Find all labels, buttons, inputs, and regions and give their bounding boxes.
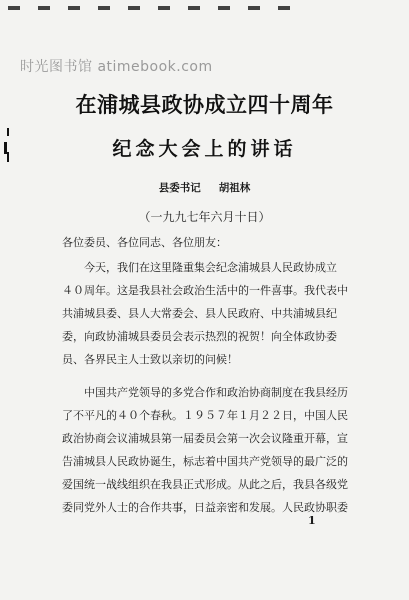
body-line: ４０周年。这是我县社会政治生活中的一件喜事。我代表中 <box>62 284 348 297</box>
watermark: 时光图书馆 atimebook.com <box>20 59 213 75</box>
body-line: 各位委员、各位同志、各位朋友： <box>62 236 227 249</box>
author-name: 胡祖林 <box>218 182 251 194</box>
title-line-1: 在浦城县政协成立四十周年 <box>75 93 334 117</box>
body-line: 员、各界民主人士致以亲切的问候！ <box>62 353 238 366</box>
body-line: 中国共产党领导的多党合作和政治协商制度在我县经历 <box>62 386 348 399</box>
speech-date: （一九九七年六月十日） <box>138 210 271 224</box>
body-line: 政治协商会议浦城县第一届委员会第一次会议隆重开幕，宣 <box>62 432 348 445</box>
body-line: 了不平凡的４０个春秋。１９５７年１月２２日，中国人民 <box>62 409 348 422</box>
body-line: 今天，我们在这里隆重集会纪念浦城县人民政协成立 <box>62 261 337 274</box>
body-line: 告浦城县人民政协诞生，标志着中国共产党领导的最广泛的 <box>62 455 348 468</box>
body-line: 委同党外人士的合作共事，日益亲密和发展。人民政协职委 <box>62 501 348 514</box>
page-number: 1 <box>308 514 316 527</box>
author-line <box>0 180 409 195</box>
author-role: 县委书记 <box>158 182 201 194</box>
title-line-2: 纪念大会上的讲话 <box>112 138 297 160</box>
body-line: 爱国统一战线组织在我县正式形成。从此之后，我县各级党 <box>62 478 348 491</box>
top-edge-dashes <box>8 6 308 10</box>
body-line: 共浦城县委、县人大常委会、县人民政府、中共浦城县纪 <box>62 307 337 320</box>
body-line: 委，向政协浦城县委员会表示热烈的祝贺！向全体政协委 <box>62 330 337 343</box>
